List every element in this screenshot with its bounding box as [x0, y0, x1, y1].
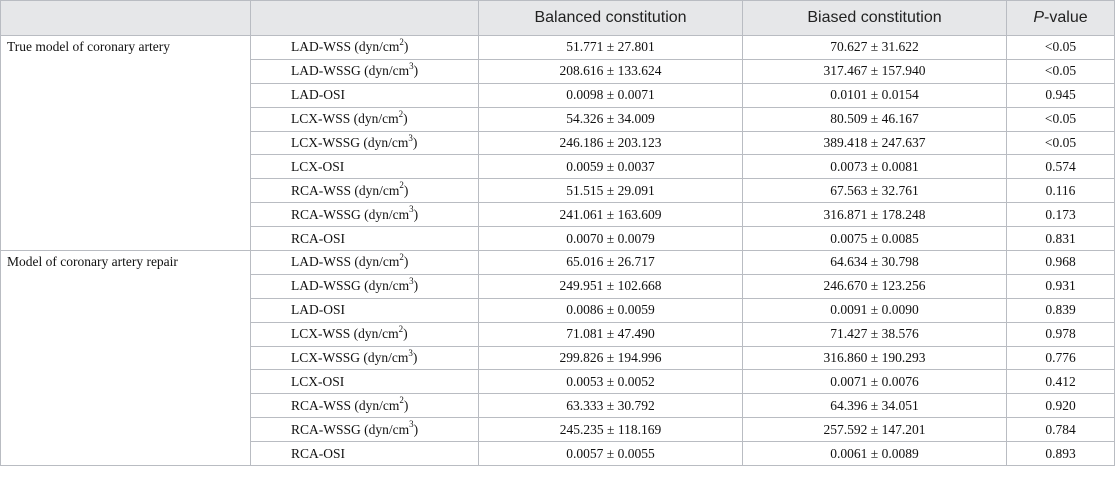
p-value: 0.920 [1007, 394, 1115, 418]
header-row [1, 1, 1115, 36]
unit-exponent: 3 [409, 275, 414, 286]
metric-cell [251, 346, 479, 370]
balanced-value: 0.0053 ± 0.0052 [479, 370, 743, 394]
biased-value: 64.396 ± 34.051 [743, 394, 1007, 418]
metric-name: LCX-WSSG (dyn/cm [291, 350, 409, 366]
balanced-value: 299.826 ± 194.996 [479, 346, 743, 370]
unit-close: ) [413, 206, 419, 222]
metric-cell [251, 298, 479, 322]
metric-name: RCA-WSS (dyn/cm [291, 182, 400, 198]
biased-value: 0.0073 ± 0.0081 [743, 155, 1007, 179]
header-p-italic: P [1033, 9, 1045, 26]
balanced-value: 245.235 ± 118.169 [479, 418, 743, 442]
biased-value: 64.634 ± 30.798 [743, 251, 1007, 275]
unit-exponent: 2 [398, 108, 404, 119]
p-value: 0.978 [1007, 322, 1115, 346]
metric-name: LCX-OSI [291, 373, 345, 389]
p-value: 0.831 [1007, 227, 1115, 251]
p-value: <0.05 [1007, 59, 1115, 83]
metric-name: RCA-OSI [291, 230, 346, 246]
p-value: 0.574 [1007, 155, 1115, 179]
biased-value: 317.467 ± 157.940 [743, 59, 1007, 83]
unit-exponent: 3 [408, 132, 413, 143]
p-value: 0.784 [1007, 418, 1115, 442]
p-value: 0.931 [1007, 274, 1115, 298]
p-value: 0.776 [1007, 346, 1115, 370]
unit-close: ) [412, 135, 418, 150]
p-value: <0.05 [1007, 107, 1115, 131]
metric-name: LCX-OSI [291, 158, 345, 174]
metric-cell [251, 322, 479, 346]
balanced-value: 0.0098 ± 0.0071 [479, 83, 743, 107]
unit-exponent: 3 [409, 204, 414, 215]
table-row [1, 36, 1115, 60]
metric-name: LAD-WSS (dyn/cm [291, 39, 400, 55]
p-value: 0.968 [1007, 251, 1115, 275]
biased-value: 389.418 ± 247.637 [743, 131, 1007, 155]
metric-name: RCA-OSI [291, 445, 346, 461]
header-biased: Biased constitution [743, 1, 1007, 36]
metric-name: RCA-WSSG (dyn/cm [291, 206, 410, 222]
p-value: 0.945 [1007, 83, 1115, 107]
balanced-value: 51.515 ± 29.091 [479, 179, 743, 203]
unit-exponent: 2 [399, 180, 404, 191]
unit-close: ) [403, 39, 409, 55]
unit-exponent: 2 [399, 36, 404, 47]
metric-name: LCX-WSS (dyn/cm [291, 326, 399, 342]
unit-close: ) [403, 397, 409, 413]
p-value: 0.173 [1007, 203, 1115, 227]
metric-name: LCX-WSSG (dyn/cm [291, 135, 409, 150]
balanced-value: 246.186 ± 203.123 [479, 131, 743, 155]
balanced-value: 0.0059 ± 0.0037 [479, 155, 743, 179]
metric-cell [251, 418, 479, 442]
header-balanced: Balanced constitution [479, 1, 743, 36]
balanced-value: 51.771 ± 27.801 [479, 36, 743, 60]
group-label: True model of coronary artery [1, 36, 251, 251]
unit-exponent: 3 [408, 347, 413, 358]
unit-exponent: 2 [398, 323, 404, 334]
balanced-value: 241.061 ± 163.609 [479, 203, 743, 227]
balanced-value: 63.333 ± 30.792 [479, 394, 743, 418]
metric-name: LAD-WSSG (dyn/cm [291, 278, 410, 294]
balanced-value: 65.016 ± 26.717 [479, 251, 743, 275]
p-value: 0.116 [1007, 179, 1115, 203]
metric-name: LCX-WSS (dyn/cm [291, 111, 399, 127]
unit-close: ) [413, 278, 419, 294]
metric-cell [251, 131, 479, 155]
biased-value: 246.670 ± 123.256 [743, 274, 1007, 298]
balanced-value: 0.0070 ± 0.0079 [479, 227, 743, 251]
balanced-value: 249.951 ± 102.668 [479, 274, 743, 298]
biased-value: 0.0075 ± 0.0085 [743, 227, 1007, 251]
biased-value: 70.627 ± 31.622 [743, 36, 1007, 60]
metric-cell [251, 59, 479, 83]
header-p-value [1007, 1, 1115, 36]
p-value: 0.839 [1007, 298, 1115, 322]
metric-name: LAD-OSI [291, 87, 345, 103]
metric-cell [251, 107, 479, 131]
metric-cell [251, 394, 479, 418]
header-p-rest: -value [1044, 9, 1088, 26]
metric-name: LAD-WSSG (dyn/cm [291, 63, 410, 79]
metric-cell [251, 251, 479, 275]
table-row [1, 251, 1115, 275]
unit-close: ) [403, 182, 409, 198]
unit-close: ) [403, 326, 408, 342]
unit-exponent: 2 [399, 251, 404, 262]
unit-exponent: 2 [399, 395, 404, 406]
metric-name: LAD-OSI [291, 302, 345, 318]
p-value: 0.893 [1007, 442, 1115, 466]
metric-cell [251, 227, 479, 251]
balanced-value: 71.081 ± 47.490 [479, 322, 743, 346]
balanced-value: 0.0057 ± 0.0055 [479, 442, 743, 466]
metric-cell [251, 370, 479, 394]
balanced-value: 208.616 ± 133.624 [479, 59, 743, 83]
biased-value: 80.509 ± 46.167 [743, 107, 1007, 131]
biased-value: 316.860 ± 190.293 [743, 346, 1007, 370]
p-value: <0.05 [1007, 36, 1115, 60]
unit-exponent: 3 [409, 419, 414, 430]
unit-close: ) [412, 350, 418, 366]
biased-value: 316.871 ± 178.248 [743, 203, 1007, 227]
biased-value: 71.427 ± 38.576 [743, 322, 1007, 346]
p-value: <0.05 [1007, 131, 1115, 155]
metric-cell [251, 179, 479, 203]
header-group [1, 1, 251, 36]
unit-close: ) [403, 111, 408, 127]
unit-close: ) [413, 63, 419, 79]
biased-value: 0.0091 ± 0.0090 [743, 298, 1007, 322]
metric-cell [251, 203, 479, 227]
biased-value: 257.592 ± 147.201 [743, 418, 1007, 442]
biased-value: 0.0061 ± 0.0089 [743, 442, 1007, 466]
balanced-value: 54.326 ± 34.009 [479, 107, 743, 131]
metric-cell [251, 83, 479, 107]
unit-close: ) [403, 254, 409, 270]
metric-name: RCA-WSSG (dyn/cm [291, 421, 410, 437]
biased-value: 0.0071 ± 0.0076 [743, 370, 1007, 394]
metric-name: RCA-WSS (dyn/cm [291, 397, 400, 413]
metric-name: LAD-WSS (dyn/cm [291, 254, 400, 270]
header-metric [251, 1, 479, 36]
biased-value: 67.563 ± 32.761 [743, 179, 1007, 203]
biased-value: 0.0101 ± 0.0154 [743, 83, 1007, 107]
metric-cell [251, 442, 479, 466]
metric-cell [251, 155, 479, 179]
metric-cell [251, 274, 479, 298]
unit-close: ) [413, 421, 419, 437]
unit-exponent: 3 [409, 60, 414, 71]
group-label: Model of coronary artery repair [1, 251, 251, 466]
metric-cell [251, 36, 479, 60]
balanced-value: 0.0086 ± 0.0059 [479, 298, 743, 322]
p-value: 0.412 [1007, 370, 1115, 394]
